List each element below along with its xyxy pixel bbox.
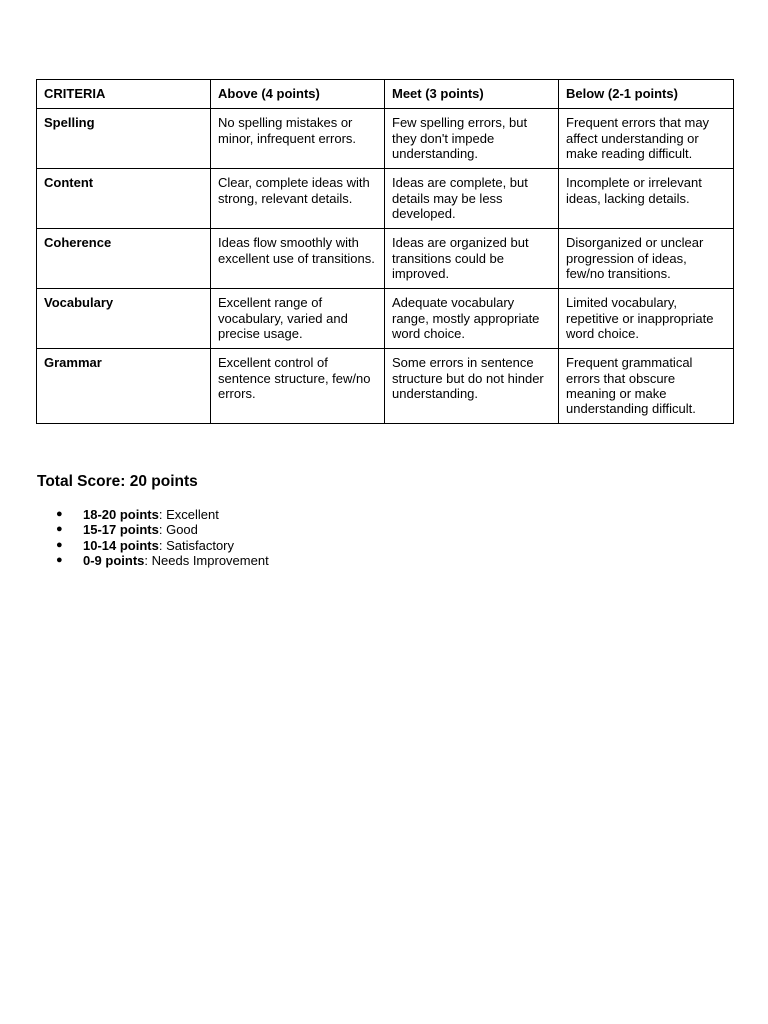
above-cell: Excellent range of vocabulary, varied and precise usage. <box>211 289 385 349</box>
meet-cell: Ideas are organized but transitions could be improved. <box>385 229 559 289</box>
criterion-cell: Coherence <box>37 229 211 289</box>
score-range: 15-17 points <box>83 522 159 538</box>
meet-cell: Few spelling errors, but they don't impede understanding. <box>385 109 559 169</box>
bullet-icon: ● <box>56 523 63 536</box>
above-cell: Ideas flow smoothly with excellent use of transitions. <box>211 229 385 289</box>
score-label: : Needs Improvement <box>144 552 269 568</box>
above-cell: Excellent control of sentence structure, few/no errors. <box>211 349 385 424</box>
header-above: Above (4 points) <box>211 80 385 109</box>
criterion-cell: Vocabulary <box>37 289 211 349</box>
below-cell: Frequent grammatical errors that obscure meaning or make understanding difficult. <box>559 349 734 424</box>
score-range: 0-9 points <box>83 552 145 568</box>
header-meet: Meet (3 points) <box>385 80 559 109</box>
bullet-icon: ● <box>56 553 63 566</box>
score-bands-list <box>56 507 269 568</box>
header-criteria: CRITERIA <box>37 80 211 109</box>
bullet-icon: ● <box>56 538 63 551</box>
above-cell: No spelling mistakes or minor, infrequent errors. <box>211 109 385 169</box>
score-label: : Satisfactory <box>158 537 234 553</box>
below-cell: Limited vocabulary, repetitive or inappropriate word choice. <box>559 289 734 349</box>
rubric-table <box>36 79 734 424</box>
meet-cell: Adequate vocabulary range, mostly appropriate word choice. <box>385 289 559 349</box>
table-row <box>37 169 734 229</box>
table-row <box>37 229 734 289</box>
list-item <box>56 538 269 553</box>
total-score-heading: Total Score: 20 points <box>37 473 198 490</box>
above-cell: Clear, complete ideas with strong, relevant details. <box>211 169 385 229</box>
criterion-cell: Spelling <box>37 109 211 169</box>
score-label: : Good <box>158 522 198 538</box>
table-row <box>37 109 734 169</box>
table-row <box>37 349 734 424</box>
criterion-cell: Content <box>37 169 211 229</box>
meet-cell: Some errors in sentence structure but do not hinder understanding. <box>385 349 559 424</box>
score-label: : Excellent <box>158 507 219 522</box>
list-item <box>56 522 269 537</box>
list-item <box>56 507 269 522</box>
header-below: Below (2-1 points) <box>559 80 734 109</box>
below-cell: Frequent errors that may affect understanding or make reading difficult. <box>559 109 734 169</box>
below-cell: Disorganized or unclear progression of ideas, few/no transitions. <box>559 229 734 289</box>
list-item <box>56 553 269 568</box>
table-row <box>37 289 734 349</box>
below-cell: Incomplete or irrelevant ideas, lacking details. <box>559 169 734 229</box>
score-range: 10-14 points <box>83 537 159 553</box>
table-header-row <box>37 80 734 109</box>
score-range: 18-20 points <box>83 507 159 522</box>
criterion-cell: Grammar <box>37 349 211 424</box>
meet-cell: Ideas are complete, but details may be less developed. <box>385 169 559 229</box>
bullet-icon: ● <box>56 508 63 520</box>
